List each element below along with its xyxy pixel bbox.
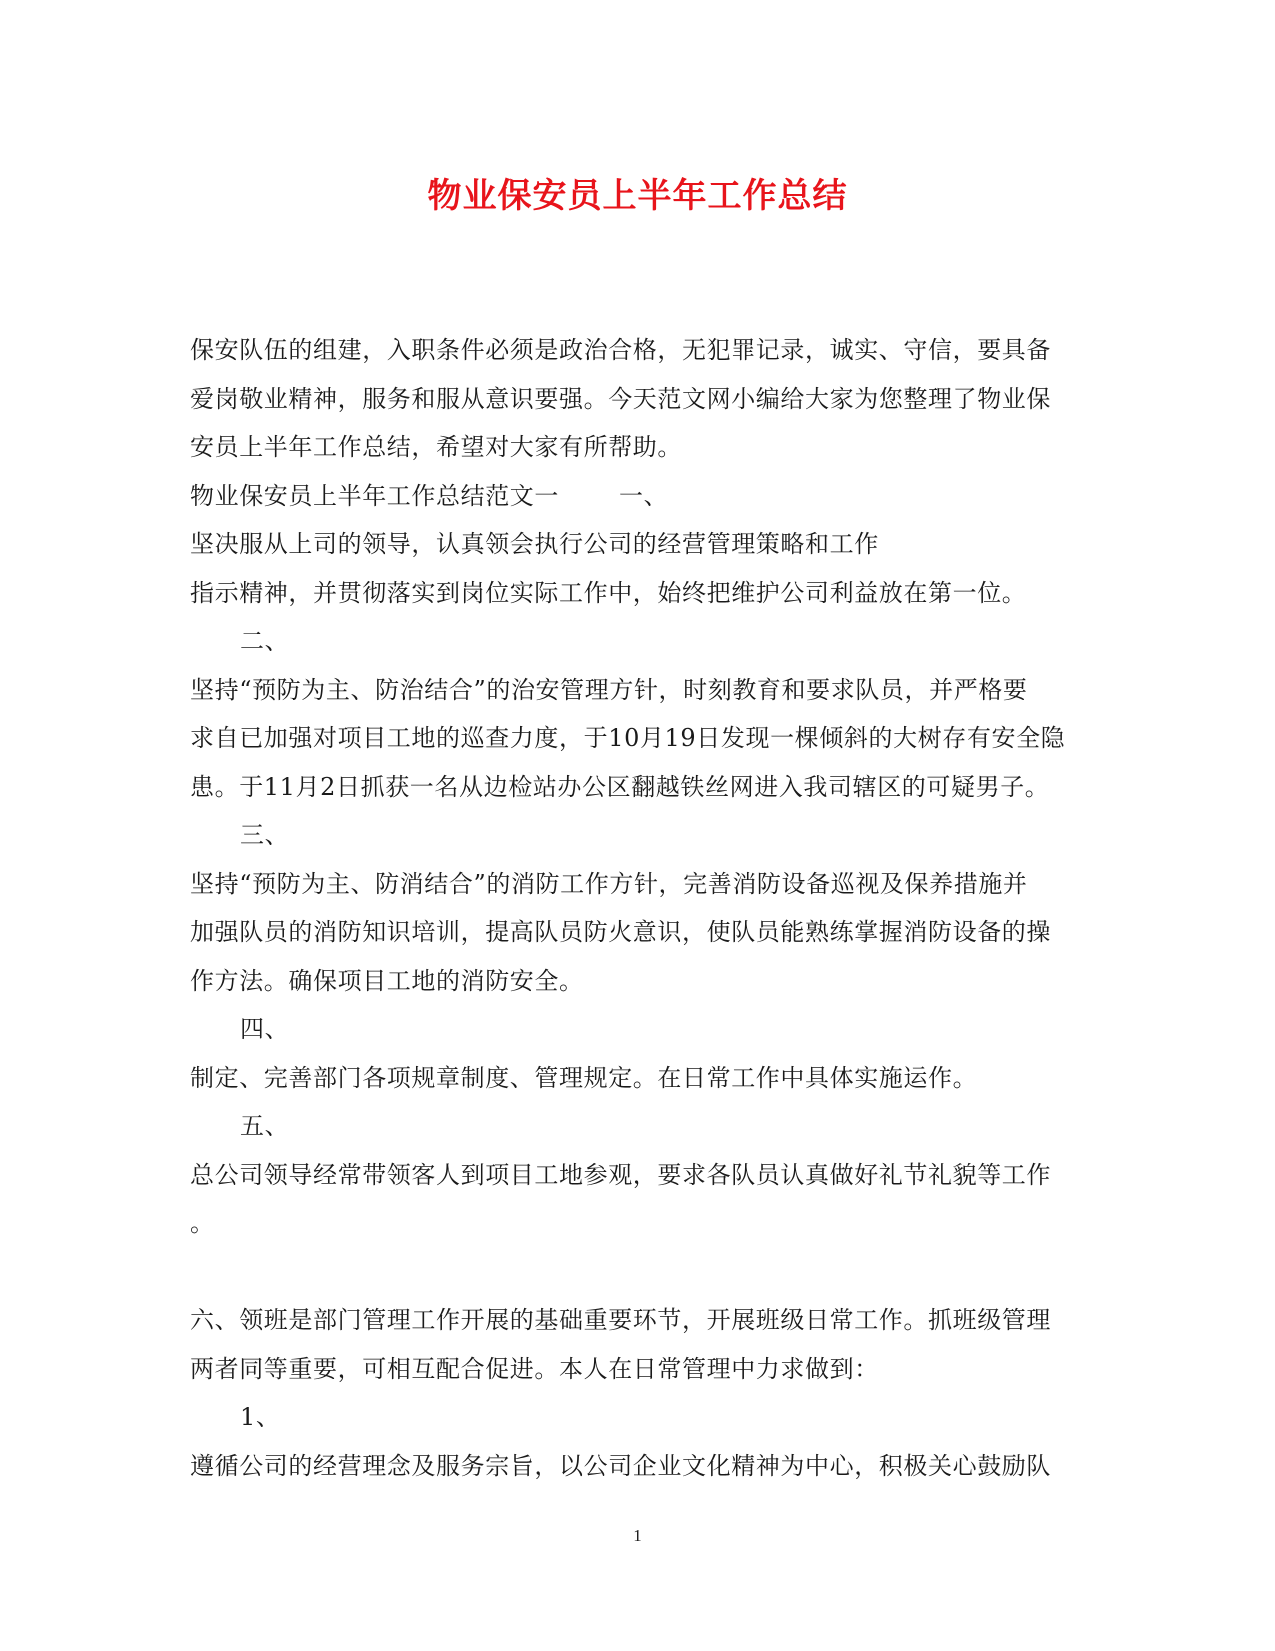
item-number: 四、 <box>240 1015 290 1043</box>
section-heading-line <box>190 472 1070 521</box>
item-number: 1、 <box>240 1403 281 1431</box>
paragraph-line: 爱岗敬业精神，服务和服从意识要强。今天范文网小编给大家为您整理了物业保 <box>190 384 1051 413</box>
paragraph-line: 。 <box>190 1209 215 1237</box>
document-body <box>190 326 1070 1490</box>
paragraph-line: 遵循公司的经营理念及服务宗旨，以公司企业文化精神为中心，积极关心鼓励队 <box>190 1451 1051 1480</box>
paragraph-line: 加强队员的消防知识培训，提高队员防火意识，使队员能熟练掌握消防设备的操 <box>190 918 1051 946</box>
paragraph-line: 坚决服从上司的领导，认真领会执行公司的经营管理策略和工作 <box>190 530 879 558</box>
paragraph-line: 两者同等重要，可相互配合促进。本人在日常管理中力求做到： <box>190 1354 879 1383</box>
section-heading: 物业保安员上半年工作总结范文一 <box>190 481 559 510</box>
paragraph-line: 求自已加强对项目工地的巡查力度，于10月19日发现一棵倾斜的大树存有安全隐 <box>190 724 1066 752</box>
blank-line <box>190 1248 1070 1297</box>
paragraph-line: 指示精神，并贯彻落实到岗位实际工作中，始终把维护公司利益放在第一位。 <box>190 578 1027 607</box>
item-number: 三、 <box>240 821 290 849</box>
item-number: 二、 <box>240 627 290 655</box>
paragraph-line: 总公司领导经常带领客人到项目工地参观，要求各队员认真做好礼节礼貌等工作 <box>190 1160 1051 1189</box>
paragraph-line: 坚持“预防为主、防消结合”的消防工作方针，完善消防设备巡视及保养措施并 <box>190 869 1028 898</box>
document-title: 物业保安员上半年工作总结 <box>427 176 848 216</box>
paragraph-line: 六、领班是部门管理工作开展的基础重要环节，开展班级日常工作。抓班级管理 <box>190 1306 1051 1334</box>
page-number: 1 <box>633 1526 642 1545</box>
paragraph-line: 安员上半年工作总结，希望对大家有所帮助。 <box>190 433 682 461</box>
paragraph-line: 作方法。确保项目工地的消防安全。 <box>190 966 584 995</box>
paragraph-line: 保安队伍的组建，入职条件必须是政治合格，无犯罪记录，诚实、守信，要具备 <box>190 336 1051 364</box>
paragraph-line: 患。于11月2日抓获一名从边检站办公区翻越铁丝网进入我司辖区的可疑男子。 <box>190 772 1050 801</box>
paragraph-line: 制定、完善部门各项规章制度、管理规定。在日常工作中具体实施运作。 <box>190 1063 978 1092</box>
paragraph-line: 坚持“预防为主、防治结合”的治安管理方针，时刻教育和要求队员，并严格要 <box>190 675 1028 704</box>
item-number: 一、 <box>619 481 669 510</box>
item-number: 五、 <box>240 1112 290 1140</box>
